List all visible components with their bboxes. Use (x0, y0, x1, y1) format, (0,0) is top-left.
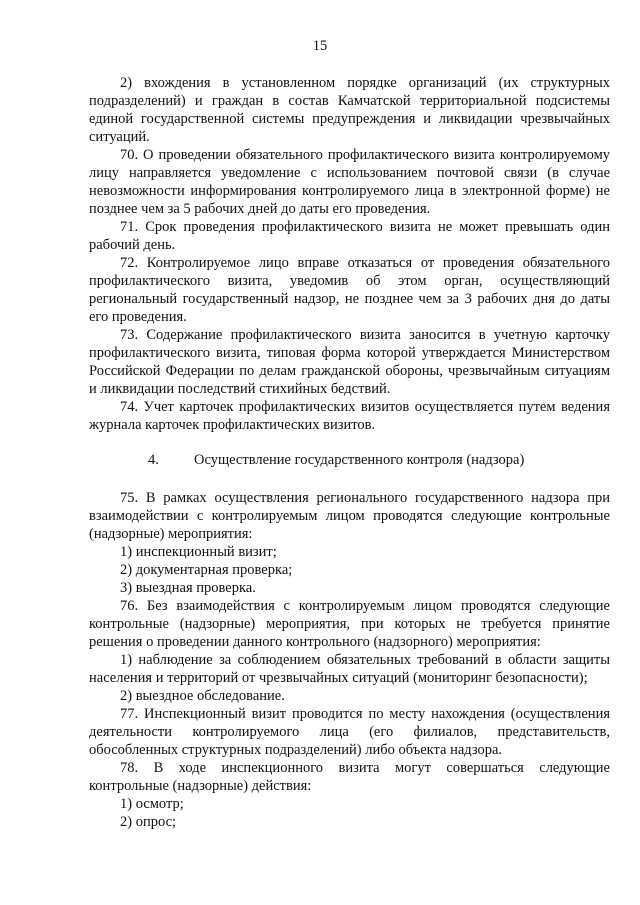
section-title: Осуществление государственного контроля (надзора) (194, 452, 525, 468)
list-item: 1) инспекционный визит; (120, 544, 277, 560)
paragraph-73: 73. Содержание профилактического визита заносится в учетную карточку профилактического визита, типовая форма которой утверждается Министерством Российской Федерации по делам гражданской обороны, чрезвычайным ситуациям и ликвидации последствий стихийных бедствий. (89, 327, 610, 397)
paragraph-77: 77. Инспекционный визит проводится по месту нахождения (осуществления деятельности контролируемого лица (его филиалов, представительств, обособленных структурных подразделений) либо объекта надзора. (89, 706, 610, 758)
paragraph-76: 76. Без взаимодействия с контролируемым лицом проводятся следующие контрольные (надзорные) мероприятия, при которых не требуется принятие решения о проведении данного контрольного (надзорного) мероприятия: (89, 598, 610, 650)
paragraph-item-2: 2) вхождения в установленном порядке организаций (их структурных подразделений) и граждан в состав Камчатской территориальной подсистемы единой государственной системы предупреждения и ликвидации чрезвычайных ситуаций. (89, 75, 610, 145)
list-item: 2) выездное обследование. (120, 688, 285, 704)
section-number: 4. (148, 452, 159, 468)
paragraph-72: 72. Контролируемое лицо вправе отказаться от проведения обязательного профилактического визита, уведомив об этом орган, осуществляющий региональный государственный надзор, не позднее чем за 3 рабочих дня до даты его проведения. (89, 255, 610, 325)
list-item: 3) выездная проверка. (120, 580, 256, 596)
paragraph-78: 78. В ходе инспекционного визита могут совершаться следующие контрольные (надзорные) действия: (89, 760, 610, 794)
document-body (89, 74, 610, 831)
list-item: 1) наблюдение за соблюдением обязательных требований в области защиты населения и территорий от чрезвычайных ситуаций (мониторинг безопасности); (89, 652, 610, 686)
paragraph-75: 75. В рамках осуществления регионального государственного надзора при взаимодействии с контролируемым лицом проводятся следующие контрольные (надзорные) мероприятия: (89, 490, 610, 542)
paragraph-70: 70. О проведении обязательного профилактического визита контролируемому лицу направляется уведомление с использованием почтовой связи (в случае невозможности информирования контролируемого лица в электронной форме) не позднее чем за 5 рабочих дней до даты его проведения. (89, 147, 610, 217)
page-number: 15 (312, 38, 328, 54)
list-item: 2) документарная проверка; (120, 562, 293, 578)
list-item: 2) опрос; (120, 814, 177, 830)
section-heading (89, 451, 610, 469)
paragraph-74: 74. Учет карточек профилактических визитов осуществляется путем ведения журнала карточек профилактических визитов. (89, 399, 610, 433)
list-item: 1) осмотр; (120, 796, 184, 812)
paragraph-71: 71. Срок проведения профилактического визита не может превышать один рабочий день. (89, 219, 610, 253)
